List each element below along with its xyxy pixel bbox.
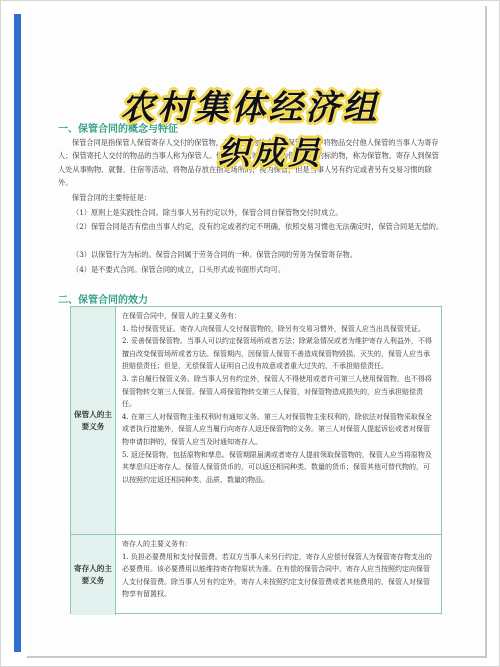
features-lead: 保管合同的主要特征是：	[72, 193, 152, 202]
duty-item: 2. 妥善保管保管物。当事人可以约定保管场所或者方法；除紧急情况或者为维护寄存人利益外，不得擅自改变保管场所或者方法。保管期内，因保管人保管不善造成保管物毁损、灭失的，保管人应当承担赔偿责任；但是，无偿保管人证明自己没有故意或者重大过失的，不承担赔偿责任。	[122, 337, 432, 371]
effects-table	[70, 306, 442, 614]
banner-title-line2: 织成员	[217, 134, 323, 172]
duty-item: 1. 给付保管凭证。寄存人向保管人交付保管物的，除另有交易习惯外，保管人应当出具保管凭证。	[122, 324, 425, 333]
row-header-keeper: 保管人的主要义务	[71, 307, 116, 534]
duty-item: 3. 亲自履行保管义务。除当事人另有约定外，保管人不得使用或者许可第三人使用保管物，也不得将保管物转交第三人保管。保管人将保管物转交第三人保管，对保管物造成损失的，应当承担赔偿责任。	[122, 374, 432, 409]
row-content	[122, 538, 436, 601]
section2-title: 二、保管合同的效力	[58, 295, 148, 306]
feature-item: （4）是不要式合同。保管合同的成立，口头形式或书面形式均可。	[72, 265, 286, 274]
section1-paragraph: 保管合同是指保管人保管寄存人交付的保管物，并返还该物的合同。保管合同中将物品交付他人保管的当事人为寄存人；保管寄托人交付的物品的当事人称为保管人。保管人保管的物品，为保管合同的标的物，称为保管物。寄存人到保管人处从事购物、就餐、住宿等活动，将物品存放在指定场所的，视为保管，但是当事人另有约定或者另有交易习惯的除外。	[58, 138, 439, 188]
banner-title-line1: 农村集体经济组	[120, 88, 380, 128]
table-row	[71, 307, 441, 535]
row-intro: 在保管合同中，保管人的主要义务有：	[122, 312, 241, 320]
duty-item: 4. 在第三人对保管物主张权利时有通知义务。第三人对保管物主张权利的，除依法对保管物采取保全或者执行措施外，保管人应当履行向寄存人返还保管物的义务。第三人对保管人提起诉讼或者对保管物申请扣押的，保管人应当及时通知寄存人。	[122, 412, 432, 446]
row-intro: 寄存人的主要义务有：	[122, 540, 192, 548]
row-header-depositor: 寄存人的主要义务	[71, 535, 116, 615]
table-row	[71, 535, 441, 615]
section1-title: 一、保管合同的概念与特征	[58, 124, 178, 135]
duty-item: 5. 返还保管物，包括原物和孳息。保管期限届满或者寄存人提前领取保管物的，保管人应当将原物及其孳息归还寄存人。保管人保管货币的，可以返还相同种类、数量的货币；保管其他可替代物的，可以按照约定返还相同种类、品质、数量的物品。	[122, 450, 432, 484]
feature-item: （1）原则上是实践性合同。除当事人另有约定以外，保管合同自保管物交付时成立。	[72, 208, 343, 217]
feature-item: （2）保管合同是否有偿由当事人约定，没有约定或者约定不明确，依照交易习惯也无法确定时，保管合同是无偿的。	[72, 222, 444, 231]
feature-item: （3）以保管行为为标的。保管合同属于劳务合同的一种。保管合同的劳务为保管寄存物。	[72, 250, 357, 259]
row-content	[122, 310, 436, 486]
duty-item: 1. 负担必要费用和支付保管费。若双方当事人未另行约定，寄存人应偿付保管人为保管寄存物支出的必要费用。该必要费用以能维持寄存物原状为准。在有偿的保管合同中，寄存人应当按照约定向保管人支付保管费。除当事人另有约定外，寄存人未按照约定支付保管费或者其他费用的，保管人对保管物享有留置权。	[122, 552, 432, 599]
